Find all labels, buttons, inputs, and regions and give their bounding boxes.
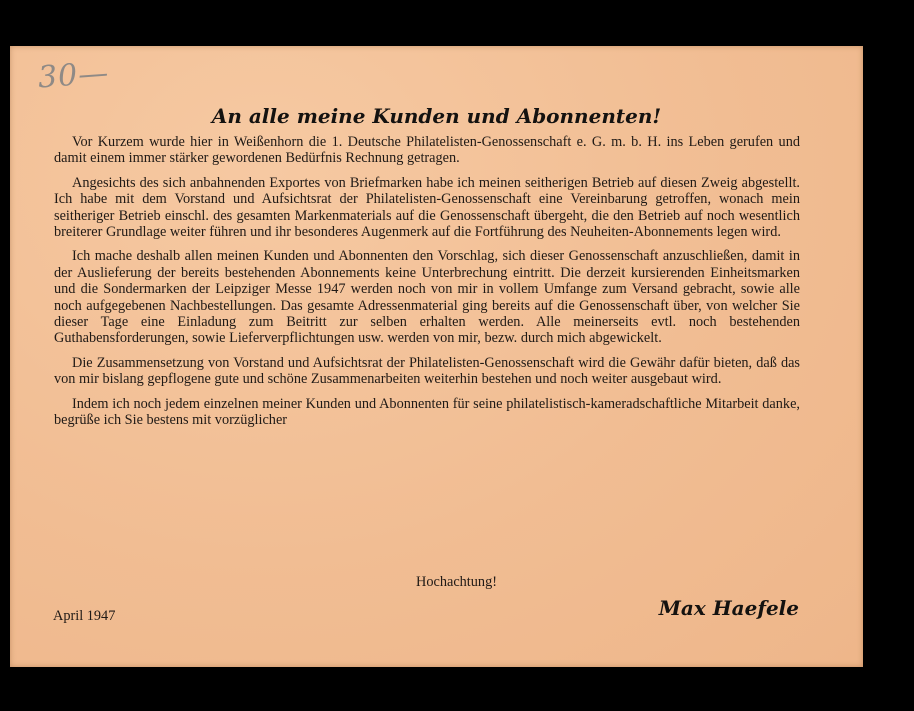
signature: Max Haefele [658, 596, 799, 620]
paragraph-5: Indem ich noch jedem einzelnen meiner Kunden und Abonnenten für seine philatelistisch-kameradschaftliche Mitarbeit danke, begrüße ich Sie bestens mit vorzüglicher [54, 395, 800, 429]
letter-body [54, 134, 800, 437]
closing-salutation: Hochachtung! [416, 574, 497, 590]
paragraph-1: Vor Kurzem wurde hier in Weißenhorn die 1. Deutsche Philatelisten-Genossenschaft e. G. m. b. H. ins Leben gerufen und damit einem immer stärker gewordenen Bedürfnis Rechnung getragen. [54, 134, 800, 167]
paragraph-4: Die Zusammensetzung von Vorstand und Aufsichtsrat der Philatelisten-Genossenschaft wird die Gewähr dafür bieten, daß das von mir bislang gepflogene gute und schöne Zusammenarbeiten weiterhin bestehen und noch weiter ausgebaut wird. [54, 354, 800, 388]
paragraph-3: Ich mache deshalb allen meinen Kunden und Abonnenten den Vorschlag, sich dieser Genossenschaft anzuschließen, damit in der Auslieferung der bereits bestehenden Abonnements keine Unterbrechung eintritt. Die derzeit kursierenden Einheitsmarken und die Sondermarken der Leipziger Messe 1947 werden noch von mir in vollem Umfange zum Versand gebracht, sowie alle noch aufgegebenen Nachbestellungen. Das gesamte Adressenmaterial ging bereits auf die Genossenschaft über, von welcher Sie dieser Tage eine Einladung zum Beitritt zur selben erhalten werden. Alle meinerseits evtl. noch bestehenden Guthabensforderungen, sowie Lieferverpflichtungen usw. werden von mir, bezw. durch mich abgewickelt. [54, 248, 800, 347]
letter-headline: An alle meine Kunden und Abonnenten! [211, 104, 662, 128]
paragraph-2: Angesichts des sich anbahnenden Exportes von Briefmarken habe ich meinen seitherigen Betrieb auf diesen Zweig abgestellt. Ich habe mit dem Vorstand und Aufsichtsrat der Philatelisten-Genossenschaft eine Vereinbarung getroffen, wonach mein seitheriger Betrieb einschl. des gesamten Markenmaterials auf die Genossenschaft übergeht, die den Betrieb auf noch wesentlich breiterer Grundlage weiter führen und ihr besonderes Augenmerk auf die Fortführung des Neuheiten-Abonnements legen wird. [54, 174, 800, 241]
postcard [10, 46, 863, 667]
letter-date: April 1947 [53, 608, 116, 624]
pencil-price-mark: 30— [36, 55, 111, 96]
